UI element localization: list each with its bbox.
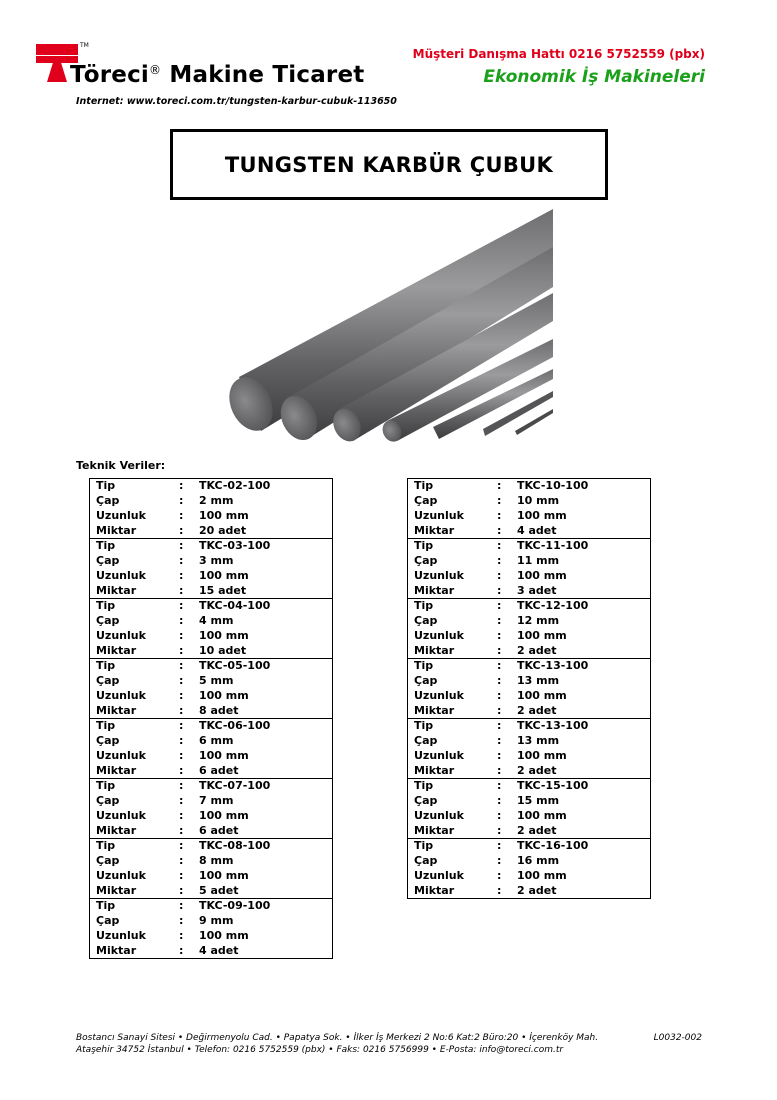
spec-row-uzunluk	[408, 869, 650, 884]
company-logo	[36, 42, 396, 102]
spec-value: 6 adet	[199, 823, 239, 837]
spec-value: TKC-08-100	[199, 839, 271, 853]
spec-value: 8 mm	[199, 854, 234, 868]
spec-row-cap	[408, 794, 650, 809]
spec-row-cap	[90, 734, 332, 749]
spec-label: Tip	[414, 719, 434, 733]
spec-block	[89, 598, 333, 658]
spec-colon: :	[179, 943, 184, 957]
spec-colon: :	[179, 748, 184, 762]
spec-row-uzunluk	[90, 869, 332, 884]
spec-colon: :	[179, 883, 184, 897]
spec-block	[407, 838, 651, 899]
spec-colon: :	[179, 599, 184, 613]
spec-row-uzunluk	[408, 629, 650, 644]
spec-label: Miktar	[414, 823, 455, 837]
spec-value: 100 mm	[517, 748, 567, 762]
spec-value: TKC-03-100	[199, 539, 271, 553]
spec-value: 100 mm	[199, 568, 249, 582]
spec-block	[407, 778, 651, 838]
spec-row-miktar	[90, 883, 332, 898]
spec-row-miktar	[90, 643, 332, 658]
spec-row-cap	[90, 554, 332, 569]
spec-label: Miktar	[414, 883, 455, 897]
spec-colon: :	[497, 808, 502, 822]
spec-block	[89, 538, 333, 598]
spec-label: Çap	[96, 554, 120, 568]
spec-row-cap	[90, 494, 332, 509]
spec-row-miktar	[90, 943, 332, 958]
spec-value: 5 mm	[199, 674, 234, 688]
spec-label: Tip	[414, 539, 434, 553]
customer-hotline: Müşteri Danışma Hattı 0216 5752559 (pbx)	[412, 47, 705, 61]
spec-colon: :	[497, 779, 502, 793]
spec-value: TKC-04-100	[199, 599, 271, 613]
spec-value: TKC-16-100	[517, 839, 589, 853]
spec-value: 6 mm	[199, 734, 234, 748]
spec-value: 100 mm	[199, 688, 249, 702]
spec-label: Uzunluk	[414, 748, 464, 762]
spec-label: Çap	[96, 734, 120, 748]
spec-row-uzunluk	[90, 569, 332, 584]
spec-row-uzunluk	[408, 509, 650, 524]
spec-value: 6 adet	[199, 763, 239, 777]
spec-colon: :	[497, 674, 502, 688]
spec-label: Tip	[414, 779, 434, 793]
spec-label: Miktar	[96, 763, 137, 777]
spec-row-miktar	[408, 523, 650, 538]
spec-value: 100 mm	[199, 928, 249, 942]
spec-label: Uzunluk	[96, 808, 146, 822]
spec-label: Uzunluk	[414, 508, 464, 522]
spec-colon: :	[497, 599, 502, 613]
spec-label: Tip	[96, 539, 116, 553]
spec-colon: :	[497, 763, 502, 777]
technical-data-label: Teknik Veriler:	[76, 459, 166, 472]
spec-row-cap	[408, 494, 650, 509]
spec-value: 15 adet	[199, 583, 247, 597]
spec-value: 10 mm	[517, 494, 560, 508]
spec-row-uzunluk	[90, 509, 332, 524]
spec-row-tip	[90, 659, 332, 674]
spec-label: Tip	[96, 839, 116, 853]
spec-table-left	[89, 478, 333, 959]
spec-value: 100 mm	[517, 808, 567, 822]
spec-colon: :	[179, 823, 184, 837]
spec-row-tip	[408, 719, 650, 734]
spec-colon: :	[179, 839, 184, 853]
spec-colon: :	[497, 568, 502, 582]
spec-label: Miktar	[96, 703, 137, 717]
spec-value: TKC-15-100	[517, 779, 589, 793]
spec-colon: :	[179, 674, 184, 688]
spec-block	[89, 478, 333, 538]
spec-label: Uzunluk	[96, 688, 146, 702]
spec-value: 3 adet	[517, 583, 557, 597]
spec-label: Tip	[96, 899, 116, 913]
spec-label: Tip	[96, 659, 116, 673]
spec-row-tip	[408, 479, 650, 494]
spec-value: TKC-10-100	[517, 479, 589, 493]
footer-address	[76, 1032, 706, 1056]
spec-row-cap	[90, 854, 332, 869]
spec-block	[89, 658, 333, 718]
spec-value: TKC-05-100	[199, 659, 271, 673]
spec-row-tip	[408, 659, 650, 674]
spec-value: 100 mm	[517, 508, 567, 522]
spec-label: Çap	[96, 494, 120, 508]
spec-value: TKC-13-100	[517, 719, 589, 733]
footer-line-1: Bostancı Sanayi Sitesi • Değirmenyolu Cad. • Papatya Sok. • İlker İş Merkezi 2 No:6 Kat:2 Büro:20 • İçerenköy Mah.	[76, 1033, 599, 1043]
spec-value: TKC-11-100	[517, 539, 589, 553]
spec-colon: :	[179, 779, 184, 793]
spec-block	[407, 538, 651, 598]
spec-row-tip	[408, 599, 650, 614]
spec-label: Çap	[414, 794, 438, 808]
spec-value: 2 adet	[517, 883, 557, 897]
spec-colon: :	[497, 703, 502, 717]
brand-name-main: Töreci	[70, 62, 149, 88]
spec-block	[407, 658, 651, 718]
spec-table-right	[407, 478, 651, 899]
spec-label: Çap	[96, 614, 120, 628]
spec-label: Çap	[414, 734, 438, 748]
spec-colon: :	[179, 479, 184, 493]
spec-label: Uzunluk	[414, 688, 464, 702]
spec-value: 100 mm	[517, 688, 567, 702]
spec-label: Tip	[414, 839, 434, 853]
spec-row-miktar	[90, 583, 332, 598]
spec-row-uzunluk	[408, 569, 650, 584]
spec-row-uzunluk	[90, 929, 332, 944]
spec-label: Miktar	[414, 523, 455, 537]
spec-label: Miktar	[96, 883, 137, 897]
spec-label: Miktar	[96, 643, 137, 657]
spec-colon: :	[497, 794, 502, 808]
spec-row-tip	[90, 779, 332, 794]
spec-label: Çap	[96, 854, 120, 868]
spec-row-uzunluk	[90, 749, 332, 764]
spec-colon: :	[497, 839, 502, 853]
spec-label: Uzunluk	[96, 628, 146, 642]
spec-value: 15 mm	[517, 794, 560, 808]
spec-value: 4 mm	[199, 614, 234, 628]
spec-colon: :	[179, 614, 184, 628]
spec-colon: :	[179, 554, 184, 568]
spec-label: Uzunluk	[96, 568, 146, 582]
spec-row-tip	[90, 539, 332, 554]
spec-row-uzunluk	[408, 809, 650, 824]
spec-colon: :	[497, 554, 502, 568]
spec-colon: :	[179, 854, 184, 868]
spec-label: Çap	[414, 494, 438, 508]
spec-row-miktar	[408, 763, 650, 778]
spec-row-uzunluk	[90, 629, 332, 644]
spec-value: TKC-02-100	[199, 479, 271, 493]
spec-value: 7 mm	[199, 794, 234, 808]
spec-label: Uzunluk	[96, 868, 146, 882]
registered-mark: ®	[149, 63, 162, 77]
spec-label: Çap	[96, 674, 120, 688]
spec-row-miktar	[90, 523, 332, 538]
spec-colon: :	[179, 659, 184, 673]
spec-colon: :	[497, 523, 502, 537]
spec-value: 13 mm	[517, 674, 560, 688]
spec-row-miktar	[408, 703, 650, 718]
spec-block	[89, 778, 333, 838]
spec-label: Miktar	[414, 703, 455, 717]
spec-row-miktar	[90, 763, 332, 778]
spec-value: 100 mm	[199, 868, 249, 882]
spec-label: Çap	[414, 854, 438, 868]
spec-value: 10 adet	[199, 643, 247, 657]
spec-row-miktar	[408, 823, 650, 838]
spec-value: 4 adet	[517, 523, 557, 537]
spec-colon: :	[179, 583, 184, 597]
spec-colon: :	[179, 928, 184, 942]
spec-colon: :	[497, 479, 502, 493]
spec-colon: :	[179, 508, 184, 522]
product-photo-rods	[221, 209, 553, 449]
spec-colon: :	[497, 643, 502, 657]
spec-row-miktar	[408, 583, 650, 598]
spec-label: Tip	[96, 599, 116, 613]
spec-colon: :	[179, 494, 184, 508]
spec-value: 100 mm	[517, 568, 567, 582]
spec-label: Uzunluk	[414, 628, 464, 642]
spec-row-cap	[408, 554, 650, 569]
spec-row-tip	[408, 539, 650, 554]
spec-colon: :	[179, 794, 184, 808]
spec-row-miktar	[408, 883, 650, 898]
spec-colon: :	[497, 854, 502, 868]
spec-colon: :	[179, 523, 184, 537]
spec-value: 100 mm	[199, 628, 249, 642]
spec-value: 100 mm	[517, 628, 567, 642]
spec-label: Tip	[96, 479, 116, 493]
spec-row-cap	[90, 794, 332, 809]
spec-block	[407, 598, 651, 658]
spec-colon: :	[497, 719, 502, 733]
spec-row-cap	[408, 674, 650, 689]
spec-block	[407, 718, 651, 778]
spec-row-uzunluk	[90, 809, 332, 824]
spec-row-cap	[408, 614, 650, 629]
spec-row-uzunluk	[408, 749, 650, 764]
spec-row-cap	[408, 734, 650, 749]
spec-label: Çap	[414, 674, 438, 688]
spec-colon: :	[497, 748, 502, 762]
spec-colon: :	[497, 539, 502, 553]
spec-colon: :	[179, 719, 184, 733]
spec-label: Miktar	[96, 823, 137, 837]
spec-value: 100 mm	[199, 748, 249, 762]
spec-colon: :	[179, 763, 184, 777]
spec-colon: :	[179, 539, 184, 553]
spec-value: 4 adet	[199, 943, 239, 957]
spec-row-uzunluk	[408, 689, 650, 704]
footer-line-2: Ataşehir 34752 İstanbul • Telefon: 0216 5752559 (pbx) • Faks: 0216 5756999 • E-Posta: info@toreci.com.tr	[76, 1045, 564, 1055]
trademark-mark: TM	[80, 42, 89, 49]
spec-label: Uzunluk	[414, 808, 464, 822]
spec-label: Miktar	[414, 763, 455, 777]
spec-label: Miktar	[414, 643, 455, 657]
spec-colon: :	[179, 568, 184, 582]
spec-colon: :	[179, 628, 184, 642]
spec-row-tip	[90, 479, 332, 494]
spec-colon: :	[179, 688, 184, 702]
spec-label: Miktar	[96, 943, 137, 957]
spec-value: TKC-06-100	[199, 719, 271, 733]
spec-value: 11 mm	[517, 554, 560, 568]
spec-value: 13 mm	[517, 734, 560, 748]
spec-row-miktar	[408, 643, 650, 658]
spec-label: Uzunluk	[96, 928, 146, 942]
spec-label: Uzunluk	[96, 508, 146, 522]
spec-colon: :	[497, 883, 502, 897]
spec-label: Uzunluk	[96, 748, 146, 762]
spec-block	[89, 838, 333, 898]
spec-value: 100 mm	[199, 808, 249, 822]
slogan: Ekonomik İş Makineleri	[483, 67, 705, 87]
spec-value: 3 mm	[199, 554, 234, 568]
spec-colon: :	[497, 823, 502, 837]
spec-row-uzunluk	[90, 689, 332, 704]
spec-label: Çap	[96, 914, 120, 928]
spec-label: Çap	[414, 614, 438, 628]
spec-value: 2 mm	[199, 494, 234, 508]
spec-colon: :	[497, 614, 502, 628]
spec-value: 5 adet	[199, 883, 239, 897]
spec-colon: :	[179, 899, 184, 913]
spec-value: 20 adet	[199, 523, 247, 537]
spec-label: Çap	[414, 554, 438, 568]
spec-colon: :	[179, 808, 184, 822]
product-title: TUNGSTEN KARBÜR ÇUBUK	[224, 152, 554, 177]
spec-colon: :	[497, 659, 502, 673]
spec-label: Tip	[414, 479, 434, 493]
spec-value: 100 mm	[199, 508, 249, 522]
spec-row-cap	[90, 614, 332, 629]
spec-colon: :	[497, 508, 502, 522]
spec-colon: :	[497, 734, 502, 748]
spec-row-tip	[90, 899, 332, 914]
spec-label: Çap	[96, 794, 120, 808]
spec-row-miktar	[90, 703, 332, 718]
spec-row-tip	[90, 599, 332, 614]
spec-label: Tip	[414, 659, 434, 673]
spec-value: 16 mm	[517, 854, 560, 868]
spec-row-cap	[90, 914, 332, 929]
internet-address: Internet: www.toreci.com.tr/tungsten-karbur-cubuk-113650	[76, 96, 397, 107]
spec-row-tip	[408, 839, 650, 854]
spec-label: Tip	[96, 719, 116, 733]
spec-colon: :	[179, 914, 184, 928]
spec-row-tip	[90, 839, 332, 854]
spec-label: Tip	[96, 779, 116, 793]
spec-colon: :	[497, 628, 502, 642]
spec-row-tip	[408, 779, 650, 794]
spec-value: 8 adet	[199, 703, 239, 717]
spec-value: TKC-07-100	[199, 779, 271, 793]
spec-label: Miktar	[96, 523, 137, 537]
spec-block	[89, 718, 333, 778]
spec-value: 2 adet	[517, 643, 557, 657]
spec-value: 9 mm	[199, 914, 234, 928]
spec-value: 2 adet	[517, 823, 557, 837]
spec-colon: :	[497, 583, 502, 597]
spec-colon: :	[179, 703, 184, 717]
spec-value: TKC-09-100	[199, 899, 271, 913]
spec-block	[89, 898, 333, 959]
spec-label: Miktar	[96, 583, 137, 597]
brand-name	[70, 62, 364, 88]
spec-value: TKC-12-100	[517, 599, 589, 613]
spec-value: 12 mm	[517, 614, 560, 628]
spec-colon: :	[497, 868, 502, 882]
spec-value: 2 adet	[517, 763, 557, 777]
spec-value: 2 adet	[517, 703, 557, 717]
spec-label: Miktar	[414, 583, 455, 597]
spec-colon: :	[179, 734, 184, 748]
brand-name-rest: Makine Ticaret	[169, 62, 365, 88]
spec-colon: :	[497, 688, 502, 702]
spec-colon: :	[179, 868, 184, 882]
spec-value: TKC-13-100	[517, 659, 589, 673]
spec-row-tip	[90, 719, 332, 734]
spec-row-miktar	[90, 823, 332, 838]
document-code: L0032-002	[653, 1033, 702, 1043]
spec-value: 100 mm	[517, 868, 567, 882]
spec-block	[407, 478, 651, 538]
product-title-box	[170, 129, 608, 200]
spec-colon: :	[179, 643, 184, 657]
spec-label: Tip	[414, 599, 434, 613]
spec-colon: :	[497, 494, 502, 508]
spec-label: Uzunluk	[414, 868, 464, 882]
spec-row-cap	[90, 674, 332, 689]
spec-row-cap	[408, 854, 650, 869]
spec-label: Uzunluk	[414, 568, 464, 582]
